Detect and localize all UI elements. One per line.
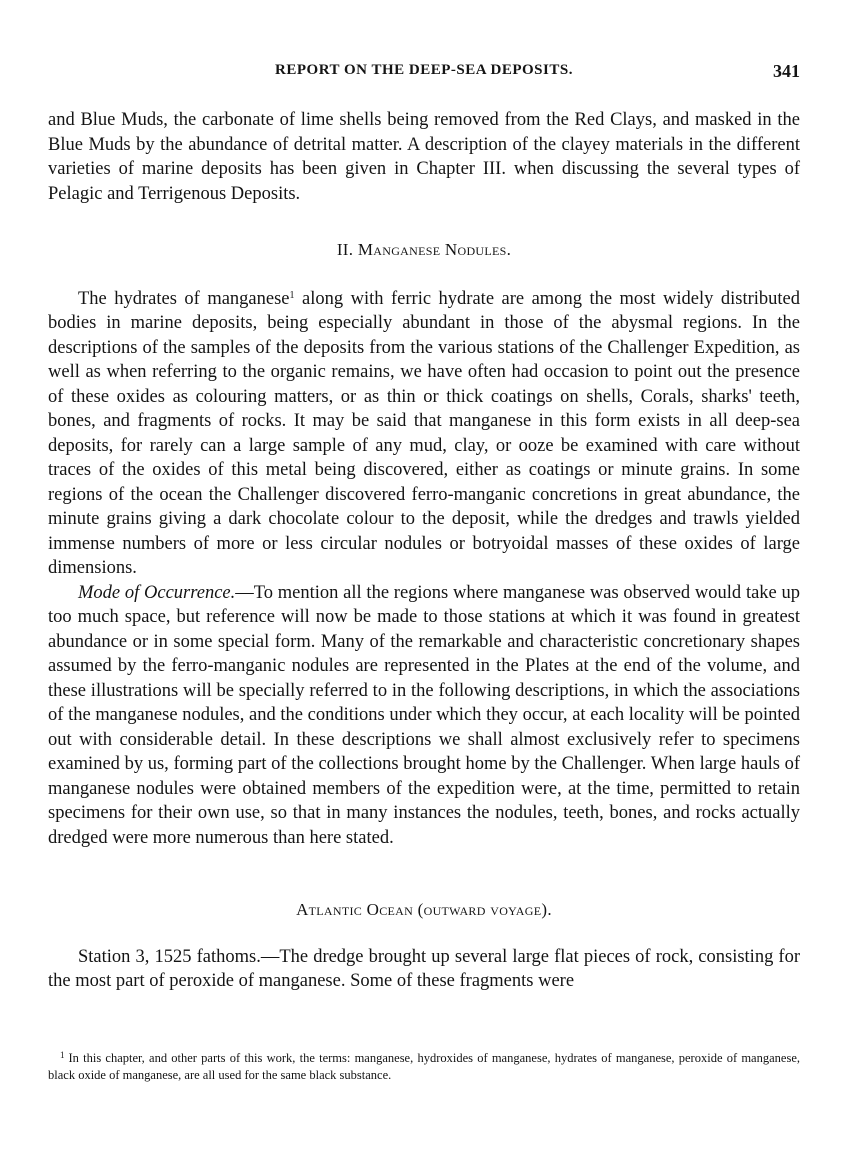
paragraph-text-start: The hydrates of manganese — [78, 288, 290, 309]
body-text — [48, 108, 800, 994]
running-header — [48, 62, 800, 84]
section-heading-manganese-nodules: II. Manganese Nodules. — [336, 240, 512, 259]
running-title: REPORT ON THE DEEP-SEA DEPOSITS. — [275, 62, 573, 78]
footnote-reference: 1 — [289, 289, 295, 301]
paragraph-text: —To mention all the regions where manganese was observed would take up too much space, but reference will now be made to those stations at which it was found in greatest abundance or in some special form. Many of the remarkable and characteristic concretionary shapes assumed by the ferro-manganic nodules are represented in the Plates at the end of the volume, and these illustrations will be specially referred to in the following descriptions, in which the associations of the manganese nodules, and the conditions under which they occur, at each locality will be pointed out with considerable detail. In these descriptions we shall almost exclusively refer to specimens examined by us, forming part of the collections brought home by the Challenger. When large hauls of manganese nodules were obtained members of the expedition were, at the time, permitted to retain specimens for their own use, so that in many instances the nodules, teeth, bones, and rocks actually dredged were more numerous than here stated. — [48, 582, 801, 848]
page-number: 341 — [773, 61, 800, 81]
paragraph-manganese-hydrates — [48, 287, 800, 581]
section-heading-atlantic-ocean: Atlantic Ocean (outward voyage). — [296, 900, 552, 919]
footnote-text: In this chapter, and other parts of this work, the terms: manganese, hydroxides of manganese, hydrates of manganese, peroxide of manganese, black oxide of manganese, are all used for the same black substance. — [48, 1051, 800, 1082]
footnote-mark: 1 — [60, 1050, 65, 1060]
run-in-heading: Mode of Occurrence. — [78, 582, 236, 603]
footnote — [48, 1050, 800, 1084]
paragraph-mode-of-occurrence — [48, 581, 800, 851]
paragraph-text-end: along with ferric hydrate are among the most widely distributed bodies in marine deposits, being especially abundant in those of the abysmal regions. In the descriptions of the samples of the deposits from the various stations of the Challenger Expedition, as well as when referring to the organic remains, we have often had occasion to point out the presence of these oxides as colouring matters, or as thin or thick coatings on shells, Corals, sharks' teeth, bones, and fragments of rocks. It may be said that manganese in this form exists in all deep-sea deposits, for rarely can a large sample of any mud, clay, or ooze be examined with care without traces of the oxides of this metal being discovered, either as coatings or minute grains. In some regions of the ocean the Challenger discovered ferro-manganic concretions in great abundance, the minute grains giving a dark chocolate colour to the deposit, while the dredges and trawls yielded immense numbers of more or less circular nodules or botryoidal masses of these oxides of large dimensions. — [48, 288, 800, 578]
paragraph-station-3: Station 3, 1525 fathoms.—The dredge brought up several large flat pieces of rock, consisting for the most part of peroxide of manganese. Some of these fragments were — [48, 946, 800, 991]
paragraph-continuation: and Blue Muds, the carbonate of lime shells being removed from the Red Clays, and masked in the Blue Muds by the abundance of detrital matter. A description of the clayey materials in the different varieties of marine deposits has been given in Chapter III. when discussing the several types of Pelagic and Terrigenous Deposits. — [48, 110, 800, 204]
footnotes — [48, 1050, 800, 1084]
